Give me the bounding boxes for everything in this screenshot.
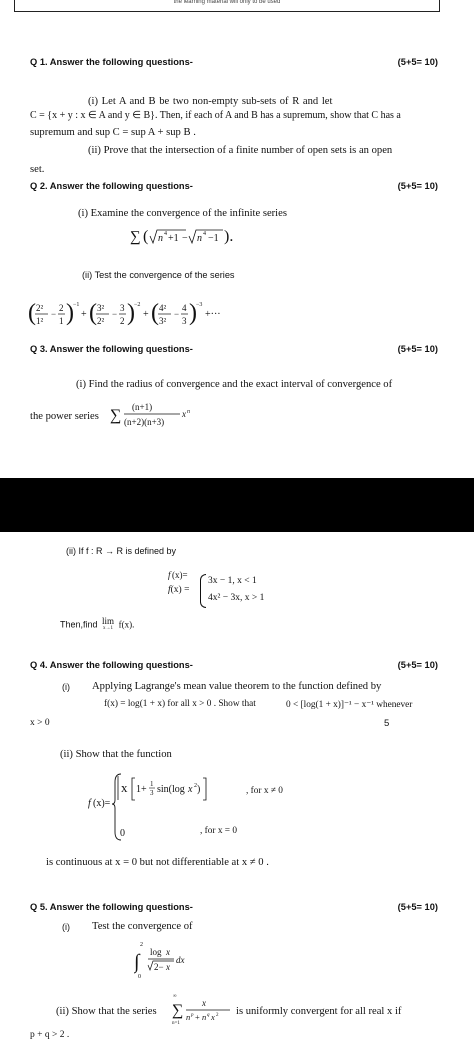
q1-ii-line2: set.	[30, 164, 45, 175]
svg-text:+1: +1	[168, 233, 179, 244]
banner-text: the learning material will only to be used	[173, 0, 281, 5]
svg-text:n=1: n=1	[172, 1021, 180, 1026]
svg-text:(x)=: (x)=	[93, 798, 111, 809]
svg-text:): )	[189, 300, 197, 326]
q3-then-find-line	[60, 617, 134, 633]
q5-ii-line2: p + q > 2 .	[30, 1030, 70, 1040]
q4-ii-cond1: , for x ≠ 0	[246, 786, 283, 796]
svg-text:∑: ∑	[110, 407, 122, 424]
q4-i-line3: x > 0	[30, 718, 50, 728]
q2-heading: Q 2. Answer the following questions-	[30, 181, 193, 191]
svg-text:0: 0	[120, 828, 125, 839]
svg-text:−: −	[174, 309, 180, 319]
piecewise-brace	[200, 574, 206, 608]
svg-text:−: −	[182, 233, 188, 244]
q5-i-label: (i)	[62, 922, 70, 932]
svg-text:log: log	[150, 947, 162, 957]
svg-text:3²: 3²	[159, 316, 167, 326]
svg-text:).: ).	[224, 228, 234, 245]
q5-integral-formula	[134, 938, 214, 982]
svg-text:−2: −2	[134, 302, 141, 308]
svg-text:1: 1	[59, 316, 64, 326]
svg-text:4²: 4²	[159, 303, 167, 313]
svg-text:x: x	[166, 962, 170, 972]
svg-text:1+: 1+	[136, 784, 147, 795]
redaction-bar	[0, 478, 474, 532]
svg-text:): )	[197, 784, 201, 795]
svg-text:∞: ∞	[173, 994, 177, 999]
svg-text:3: 3	[120, 303, 125, 313]
svg-text:2²: 2²	[36, 303, 44, 313]
svg-text:n: n	[197, 233, 202, 244]
q2-ii-series-formula	[28, 298, 268, 332]
svg-text:sin(log: sin(log	[157, 784, 185, 795]
svg-text:2−: 2−	[154, 962, 164, 972]
svg-text:x: x	[202, 998, 206, 1008]
svg-text:q: q	[207, 1013, 210, 1018]
q1-marks: (5+5= 10)	[397, 57, 438, 67]
svg-text:n: n	[158, 233, 163, 244]
q4-i-line2b: 0 < [log(1 + x)]⁻¹ − x⁻¹ whenever	[286, 700, 413, 710]
svg-text:x: x	[166, 947, 170, 957]
svg-text:(: (	[28, 300, 36, 326]
svg-text:f: f	[168, 570, 171, 580]
header-banner	[14, 0, 440, 12]
q4-heading: Q 4. Answer the following questions-	[30, 660, 193, 670]
svg-text:(n+2)(n+3): (n+2)(n+3)	[124, 417, 165, 427]
q4-i-label: (i)	[62, 682, 70, 692]
svg-text:4: 4	[203, 231, 206, 237]
svg-text:p: p	[191, 1013, 194, 1018]
q4-ii-conclusion: is continuous at x = 0 but not differentiable at x ≠ 0 .	[46, 857, 269, 868]
q3-i-line1: (i) Find the radius of convergence and the exact interval of convergence of	[76, 379, 393, 390]
q4-ii-text: (ii) Show that the function	[60, 749, 172, 760]
q4-i-aside: 5	[384, 718, 390, 729]
q2-i-series-formula	[130, 224, 250, 248]
q2-marks: (5+5= 10)	[397, 181, 438, 191]
svg-text:2: 2	[140, 942, 143, 948]
q3-lim-sub: x→1	[103, 626, 114, 631]
svg-text:2: 2	[194, 783, 197, 789]
svg-text:2: 2	[216, 1013, 219, 1018]
q5-i-text: Test the convergence of	[92, 921, 193, 932]
svg-text:∑: ∑	[172, 1002, 184, 1019]
q5-ii-series-formula	[172, 992, 232, 1028]
svg-text:(: (	[143, 228, 149, 245]
svg-text:0: 0	[138, 974, 141, 980]
svg-text:2²: 2²	[97, 316, 105, 326]
svg-text:−: −	[51, 309, 57, 319]
q4-marks: (5+5= 10)	[397, 660, 438, 670]
svg-text:+: +	[195, 1012, 200, 1022]
svg-text:x: x	[121, 780, 128, 795]
q3-i-line2: the power series	[30, 411, 99, 422]
svg-text:(: (	[151, 300, 159, 326]
q4-i-line2a: f(x) = log(1 + x) for all x > 0 . Show that	[104, 699, 256, 709]
svg-text:n: n	[202, 1012, 207, 1022]
q3-then-find: Then,find	[60, 619, 98, 630]
q2-ii-text: (ii) Test the convergence of the series	[82, 270, 235, 280]
svg-text:1²: 1²	[36, 316, 44, 326]
svg-text:(n+1): (n+1)	[132, 402, 153, 412]
svg-text:+: +	[143, 309, 149, 320]
q1-heading: Q 1. Answer the following questions-	[30, 57, 193, 67]
svg-text:−1: −1	[73, 302, 80, 308]
q1-i-line2: C = {x + y : x ∈ A and y ∈ B}. Then, if each of A and B has a supremum, show that C has a	[30, 110, 401, 121]
q4-ii-cond2: , for x = 0	[200, 826, 238, 836]
q1-i-line3: supremum and sup C = sup A + sup B .	[30, 127, 196, 138]
svg-text:(x)=: (x)=	[172, 570, 188, 580]
svg-text:n: n	[187, 409, 190, 415]
q3-power-series-formula	[110, 397, 200, 431]
svg-text:4: 4	[182, 303, 187, 313]
svg-text:f: f	[88, 798, 91, 809]
svg-text:−3: −3	[196, 302, 203, 308]
svg-text:): )	[127, 300, 135, 326]
svg-text:dx: dx	[176, 955, 185, 965]
svg-text:3²: 3²	[97, 303, 105, 313]
q5-ii-text-b: is uniformly convergent for all real x if	[236, 1006, 402, 1017]
q3-ii-text: (ii) If f : R → R is defined by	[66, 546, 177, 556]
svg-text:): )	[66, 300, 74, 326]
svg-text:3: 3	[182, 316, 187, 326]
q4-ii-piecewise-formula	[88, 770, 218, 844]
q3-case1: 3x − 1, x < 1	[208, 576, 257, 586]
svg-text:x: x	[211, 1012, 215, 1022]
svg-text:3: 3	[150, 789, 154, 797]
q4-i-line1: Applying Lagrange's mean value theorem to the function defined by	[92, 681, 382, 692]
q3-heading: Q 3. Answer the following questions-	[30, 344, 193, 354]
q3-lim: lim	[102, 616, 115, 626]
q5-marks: (5+5= 10)	[397, 902, 438, 912]
svg-text:4: 4	[164, 231, 167, 237]
svg-text:x: x	[182, 409, 186, 419]
q1-i-line1: (i) Let A and B be two non-empty sub-sets of R and let	[88, 96, 333, 107]
q3-fx-label: f(x) =	[168, 585, 190, 595]
q3-marks: (5+5= 10)	[397, 344, 438, 354]
svg-text:∫: ∫	[134, 951, 140, 973]
svg-text:−1: −1	[208, 233, 219, 244]
svg-text:1: 1	[150, 780, 154, 788]
svg-text:x: x	[188, 784, 193, 795]
svg-text:2: 2	[59, 303, 64, 313]
svg-text:(: (	[89, 300, 97, 326]
q5-heading: Q 5. Answer the following questions-	[30, 902, 193, 912]
svg-text:+: +	[81, 309, 87, 320]
q3-case2: 4x² − 3x, x > 1	[208, 593, 265, 603]
q1-ii-line1: (ii) Prove that the intersection of a finite number of open sets is an open	[88, 145, 393, 156]
svg-text:n: n	[186, 1012, 191, 1022]
q2-i-text: (i) Examine the convergence of the infinite series	[78, 208, 287, 219]
svg-text:+···: +···	[205, 309, 221, 320]
q5-ii-text-a: (ii) Show that the series	[56, 1006, 157, 1017]
svg-text:∑: ∑	[130, 229, 141, 245]
svg-text:−: −	[112, 309, 118, 319]
svg-text:2: 2	[120, 316, 125, 326]
q3-lim-fx: f(x).	[118, 619, 135, 630]
